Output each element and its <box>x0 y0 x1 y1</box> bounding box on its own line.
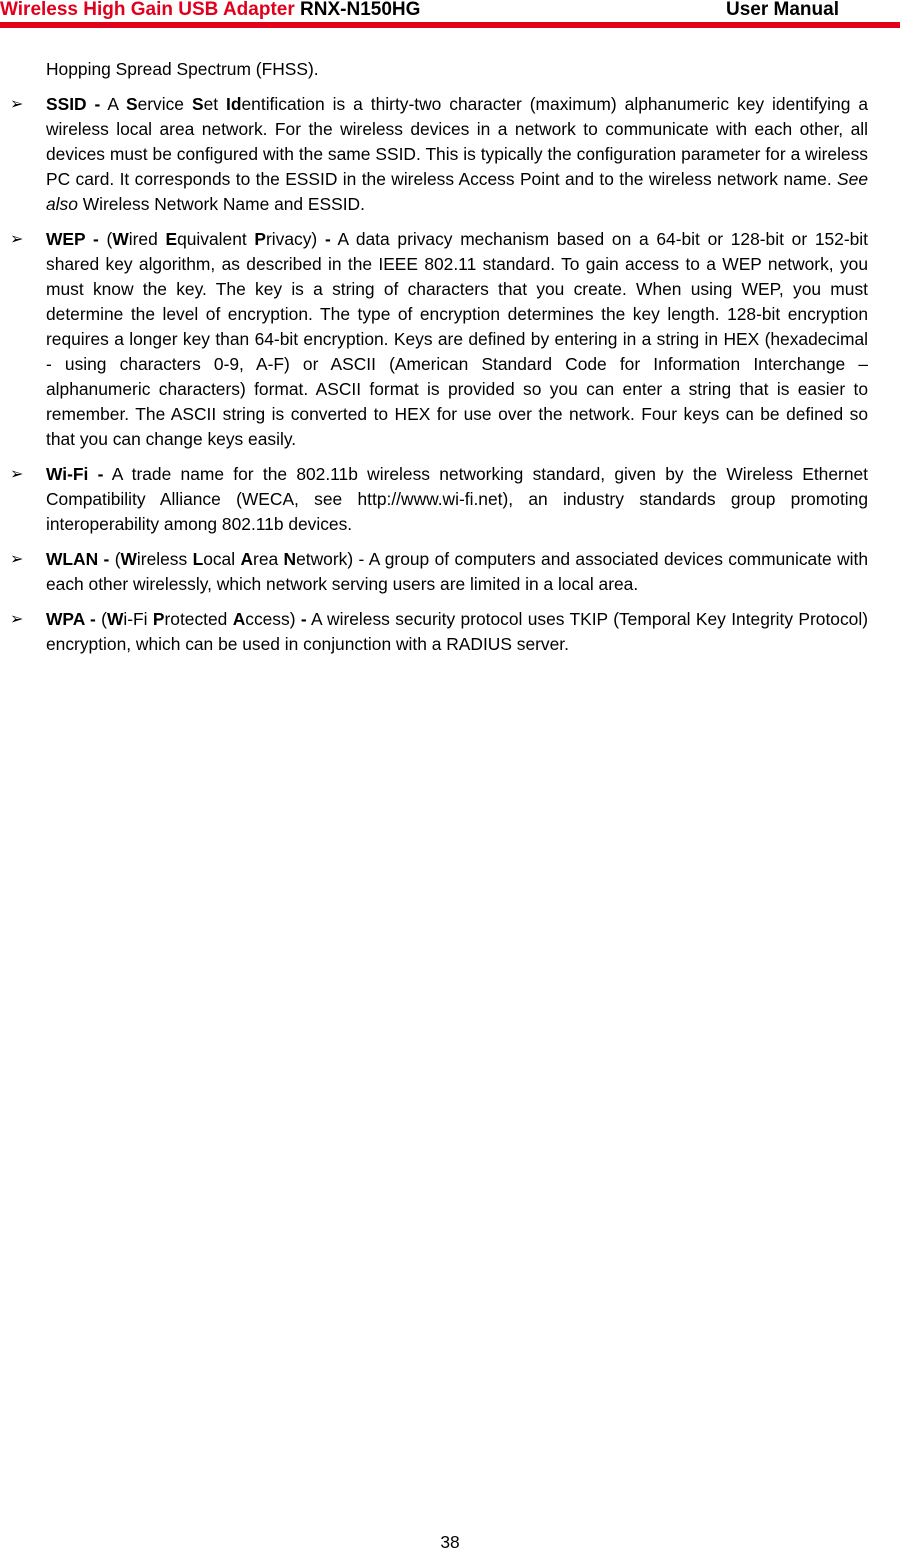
glossary-entry-wep: ➢ WEP - (Wired Equivalent Privacy) - A data privacy mechanism based on a 64-bit or 128-bit or 152-bit shared key algorithm, as described in the IEEE 802.11 standard. To gain access to a WEP network, you must know the key. The key is a string of characters that you create. When using WEP, you must determine the level of encryption. The type of encryption determines the key length. 128-bit encryption requires a longer key than 64-bit encryption. Keys are defined by entering in a string in HEX (hexadecimal - using characters 0-9, A-F) or ASCII (American Standard Code for Information Interchange – alphanumeric characters) format. ASCII format is provided so you can enter a string that is easier to remember. The ASCII string is converted to HEX for use over the network. Four keys can be defined so that you can change keys easily. <box>10 229 868 449</box>
header-divider <box>0 22 900 28</box>
page-number: 38 <box>440 1532 460 1552</box>
arrow-bullet-icon: ➢ <box>10 231 24 248</box>
term-ssid: SSID - <box>46 94 101 114</box>
term-wpa: WPA - <box>46 609 96 629</box>
arrow-bullet-icon: ➢ <box>10 96 24 113</box>
term-wifi: Wi-Fi - <box>46 464 104 484</box>
page-header <box>0 0 900 30</box>
header-model: RNX-N150HG <box>294 0 421 20</box>
glossary-entry-wifi: ➢ Wi-Fi - A trade name for the 802.11b wireless networking standard, given by the Wireless Ethernet Compatibility Alliance (WECA, see http://www.wi-fi.net), an industry standards group promoting interoperability among 802.11b devices. <box>10 464 868 534</box>
term-wlan: WLAN - <box>46 549 110 569</box>
glossary-entry-wlan: ➢ WLAN - (Wireless Local Area Network) - A group of computers and associated devices communicate with each other wirelessly, which network serving users are limited in a local area. <box>10 549 869 594</box>
glossary-entry-wpa: ➢ WPA - (Wi-Fi Protected Access) - A wireless security protocol uses TKIP (Temporal Key Integrity Protocol) encryption, which can be used in conjunction with a RADIUS server. <box>10 609 868 654</box>
header-manual-label: User Manual <box>726 0 839 20</box>
header-title <box>0 0 420 20</box>
term-wep: WEP - <box>46 229 99 249</box>
glossary-entry-ssid: ➢ SSID - A Service Set Identification is a thirty-two character (maximum) alphanumeric key identifying a wireless local area network. For the wireless devices in a network to communicate with each other, all devices must be configured with the same SSID. This is typically the configuration parameter for a wireless PC card. It corresponds to the ESSID in the wireless Access Point and to the wireless network name. See also Wireless Network Name and ESSID. <box>10 94 869 214</box>
header-brand: Wireless High Gain USB Adapter <box>0 0 295 20</box>
intro-text: Hopping Spread Spectrum (FHSS). <box>46 59 319 79</box>
arrow-bullet-icon: ➢ <box>10 551 24 568</box>
see-also-label: See also <box>46 169 868 214</box>
arrow-bullet-icon: ➢ <box>10 611 24 628</box>
arrow-bullet-icon: ➢ <box>10 466 24 483</box>
page-body <box>10 57 869 667</box>
